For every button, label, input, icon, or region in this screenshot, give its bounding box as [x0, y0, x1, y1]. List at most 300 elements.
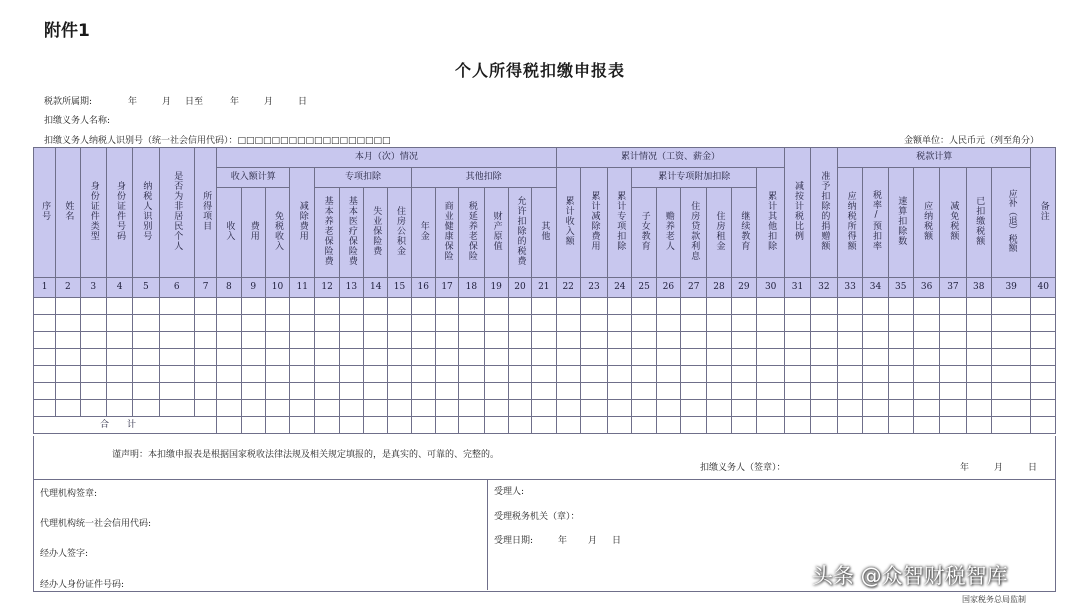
table-cell[interactable]: [888, 400, 913, 417]
table-cell[interactable]: [1031, 298, 1056, 315]
table-cell[interactable]: [656, 349, 680, 366]
table-cell[interactable]: [265, 349, 289, 366]
table-cell[interactable]: [241, 400, 265, 417]
table-cell[interactable]: [940, 315, 966, 332]
table-cell[interactable]: [265, 315, 289, 332]
table-cell[interactable]: [290, 298, 315, 315]
table-cell[interactable]: [966, 315, 991, 332]
table-cell[interactable]: [681, 332, 707, 349]
table-cell[interactable]: [632, 315, 656, 332]
table-cell[interactable]: [80, 332, 106, 349]
table-cell[interactable]: [80, 349, 106, 366]
table-cell[interactable]: [608, 332, 632, 349]
table-cell[interactable]: [290, 332, 315, 349]
table-cell[interactable]: [459, 298, 484, 315]
table-cell[interactable]: [106, 349, 132, 366]
table-cell[interactable]: [508, 366, 531, 383]
table-cell[interactable]: [315, 298, 339, 315]
table-cell[interactable]: [217, 298, 241, 315]
table-cell[interactable]: [810, 315, 837, 332]
table-cell[interactable]: [508, 332, 531, 349]
table-cell[interactable]: [388, 332, 411, 349]
total-cell[interactable]: [608, 417, 632, 434]
table-cell[interactable]: [411, 400, 435, 417]
table-cell[interactable]: [656, 332, 680, 349]
total-cell[interactable]: [707, 417, 731, 434]
table-cell[interactable]: [133, 315, 159, 332]
table-cell[interactable]: [756, 315, 784, 332]
table-cell[interactable]: [810, 366, 837, 383]
table-cell[interactable]: [508, 298, 531, 315]
table-cell[interactable]: [339, 366, 363, 383]
table-cell[interactable]: [785, 315, 810, 332]
table-cell[interactable]: [580, 332, 607, 349]
total-cell[interactable]: [241, 417, 265, 434]
table-cell[interactable]: [508, 349, 531, 366]
table-cell[interactable]: [459, 332, 484, 349]
table-cell[interactable]: [681, 349, 707, 366]
total-cell[interactable]: [532, 417, 556, 434]
table-cell[interactable]: [159, 383, 194, 400]
table-cell[interactable]: [339, 298, 363, 315]
table-cell[interactable]: [265, 383, 289, 400]
table-cell[interactable]: [106, 400, 132, 417]
table-cell[interactable]: [556, 332, 580, 349]
table-cell[interactable]: [56, 332, 80, 349]
table-cell[interactable]: [940, 298, 966, 315]
table-cell[interactable]: [756, 366, 784, 383]
total-cell[interactable]: [265, 417, 289, 434]
table-cell[interactable]: [133, 400, 159, 417]
table-cell[interactable]: [707, 315, 731, 332]
table-cell[interactable]: [888, 366, 913, 383]
table-cell[interactable]: [863, 400, 888, 417]
table-cell[interactable]: [34, 315, 56, 332]
table-cell[interactable]: [940, 349, 966, 366]
table-cell[interactable]: [459, 366, 484, 383]
table-cell[interactable]: [1031, 400, 1056, 417]
table-cell[interactable]: [632, 383, 656, 400]
table-cell[interactable]: [133, 332, 159, 349]
table-cell[interactable]: [913, 400, 939, 417]
table-cell[interactable]: [810, 383, 837, 400]
total-cell[interactable]: [411, 417, 435, 434]
table-cell[interactable]: [632, 400, 656, 417]
table-cell[interactable]: [217, 383, 241, 400]
table-cell[interactable]: [632, 298, 656, 315]
table-cell[interactable]: [159, 400, 194, 417]
table-cell[interactable]: [838, 315, 863, 332]
table-cell[interactable]: [632, 349, 656, 366]
table-cell[interactable]: [241, 383, 265, 400]
table-cell[interactable]: [966, 298, 991, 315]
total-cell[interactable]: [756, 417, 784, 434]
table-cell[interactable]: [966, 400, 991, 417]
table-cell[interactable]: [608, 400, 632, 417]
total-cell[interactable]: [1031, 417, 1056, 434]
table-cell[interactable]: [484, 298, 508, 315]
table-cell[interactable]: [888, 315, 913, 332]
table-cell[interactable]: [532, 315, 556, 332]
table-cell[interactable]: [863, 298, 888, 315]
table-cell[interactable]: [106, 298, 132, 315]
table-cell[interactable]: [34, 366, 56, 383]
table-cell[interactable]: [411, 366, 435, 383]
table-cell[interactable]: [756, 383, 784, 400]
table-cell[interactable]: [339, 400, 363, 417]
table-cell[interactable]: [241, 298, 265, 315]
table-cell[interactable]: [580, 400, 607, 417]
table-cell[interactable]: [265, 400, 289, 417]
table-cell[interactable]: [608, 349, 632, 366]
table-cell[interactable]: [290, 400, 315, 417]
table-cell[interactable]: [838, 366, 863, 383]
table-cell[interactable]: [707, 332, 731, 349]
table-cell[interactable]: [315, 366, 339, 383]
table-cell[interactable]: [290, 366, 315, 383]
table-cell[interactable]: [56, 315, 80, 332]
table-cell[interactable]: [133, 383, 159, 400]
table-row[interactable]: [34, 315, 1056, 332]
table-cell[interactable]: [411, 315, 435, 332]
table-cell[interactable]: [56, 349, 80, 366]
table-cell[interactable]: [888, 298, 913, 315]
table-cell[interactable]: [991, 349, 1031, 366]
table-cell[interactable]: [80, 383, 106, 400]
total-cell[interactable]: [435, 417, 458, 434]
table-cell[interactable]: [388, 298, 411, 315]
table-cell[interactable]: [580, 366, 607, 383]
table-cell[interactable]: [1031, 315, 1056, 332]
table-cell[interactable]: [532, 349, 556, 366]
table-cell[interactable]: [940, 332, 966, 349]
table-cell[interactable]: [159, 298, 194, 315]
table-cell[interactable]: [435, 298, 458, 315]
table-cell[interactable]: [194, 383, 216, 400]
table-cell[interactable]: [632, 366, 656, 383]
table-cell[interactable]: [556, 349, 580, 366]
table-cell[interactable]: [556, 366, 580, 383]
table-cell[interactable]: [217, 349, 241, 366]
table-cell[interactable]: [966, 366, 991, 383]
total-cell[interactable]: [315, 417, 339, 434]
table-cell[interactable]: [56, 298, 80, 315]
table-cell[interactable]: [159, 315, 194, 332]
table-cell[interactable]: [459, 383, 484, 400]
table-cell[interactable]: [411, 383, 435, 400]
table-cell[interactable]: [681, 383, 707, 400]
total-cell[interactable]: [580, 417, 607, 434]
table-cell[interactable]: [411, 332, 435, 349]
table-cell[interactable]: [194, 315, 216, 332]
table-cell[interactable]: [785, 298, 810, 315]
table-cell[interactable]: [966, 383, 991, 400]
total-cell[interactable]: [484, 417, 508, 434]
table-cell[interactable]: [707, 383, 731, 400]
table-cell[interactable]: [435, 366, 458, 383]
table-cell[interactable]: [339, 383, 363, 400]
total-cell[interactable]: [508, 417, 531, 434]
total-cell[interactable]: [785, 417, 810, 434]
table-cell[interactable]: [133, 349, 159, 366]
total-cell[interactable]: [388, 417, 411, 434]
table-cell[interactable]: [484, 315, 508, 332]
table-cell[interactable]: [608, 315, 632, 332]
table-cell[interactable]: [364, 349, 388, 366]
table-cell[interactable]: [532, 298, 556, 315]
table-cell[interactable]: [913, 366, 939, 383]
table-cell[interactable]: [241, 332, 265, 349]
table-cell[interactable]: [656, 298, 680, 315]
table-cell[interactable]: [913, 349, 939, 366]
total-cell[interactable]: [632, 417, 656, 434]
table-cell[interactable]: [707, 349, 731, 366]
table-cell[interactable]: [508, 315, 531, 332]
table-cell[interactable]: [656, 400, 680, 417]
table-cell[interactable]: [966, 332, 991, 349]
table-cell[interactable]: [459, 315, 484, 332]
table-cell[interactable]: [106, 332, 132, 349]
table-cell[interactable]: [991, 298, 1031, 315]
table-cell[interactable]: [159, 366, 194, 383]
table-cell[interactable]: [731, 349, 756, 366]
table-cell[interactable]: [133, 298, 159, 315]
table-cell[interactable]: [838, 383, 863, 400]
table-cell[interactable]: [532, 332, 556, 349]
table-cell[interactable]: [810, 332, 837, 349]
table-cell[interactable]: [913, 315, 939, 332]
table-cell[interactable]: [532, 383, 556, 400]
table-cell[interactable]: [133, 366, 159, 383]
table-cell[interactable]: [632, 332, 656, 349]
table-cell[interactable]: [888, 349, 913, 366]
table-cell[interactable]: [435, 349, 458, 366]
table-cell[interactable]: [159, 349, 194, 366]
table-cell[interactable]: [888, 332, 913, 349]
table-cell[interactable]: [339, 349, 363, 366]
table-cell[interactable]: [731, 366, 756, 383]
table-cell[interactable]: [608, 383, 632, 400]
total-cell[interactable]: [863, 417, 888, 434]
table-cell[interactable]: [80, 298, 106, 315]
table-cell[interactable]: [106, 383, 132, 400]
table-cell[interactable]: [388, 315, 411, 332]
table-cell[interactable]: [731, 298, 756, 315]
table-row[interactable]: [34, 400, 1056, 417]
table-cell[interactable]: [863, 366, 888, 383]
table-cell[interactable]: [34, 400, 56, 417]
table-cell[interactable]: [838, 349, 863, 366]
total-cell[interactable]: [290, 417, 315, 434]
table-cell[interactable]: [411, 349, 435, 366]
table-cell[interactable]: [34, 332, 56, 349]
table-cell[interactable]: [785, 349, 810, 366]
table-cell[interactable]: [34, 349, 56, 366]
table-cell[interactable]: [913, 332, 939, 349]
table-row[interactable]: [34, 349, 1056, 366]
table-cell[interactable]: [940, 400, 966, 417]
table-cell[interactable]: [580, 315, 607, 332]
table-cell[interactable]: [681, 315, 707, 332]
table-cell[interactable]: [707, 366, 731, 383]
table-cell[interactable]: [459, 349, 484, 366]
total-cell[interactable]: [339, 417, 363, 434]
table-cell[interactable]: [364, 332, 388, 349]
table-cell[interactable]: [656, 366, 680, 383]
table-cell[interactable]: [217, 332, 241, 349]
table-cell[interactable]: [810, 349, 837, 366]
total-cell[interactable]: [991, 417, 1031, 434]
table-cell[interactable]: [435, 332, 458, 349]
table-cell[interactable]: [785, 383, 810, 400]
table-cell[interactable]: [106, 315, 132, 332]
table-cell[interactable]: [265, 332, 289, 349]
table-cell[interactable]: [1031, 349, 1056, 366]
total-cell[interactable]: [810, 417, 837, 434]
table-cell[interactable]: [34, 383, 56, 400]
table-cell[interactable]: [580, 298, 607, 315]
total-cell[interactable]: [888, 417, 913, 434]
table-cell[interactable]: [681, 400, 707, 417]
table-cell[interactable]: [681, 366, 707, 383]
table-cell[interactable]: [863, 332, 888, 349]
total-cell[interactable]: [459, 417, 484, 434]
table-cell[interactable]: [966, 349, 991, 366]
table-cell[interactable]: [194, 298, 216, 315]
table-cell[interactable]: [785, 400, 810, 417]
table-cell[interactable]: [388, 366, 411, 383]
table-cell[interactable]: [656, 383, 680, 400]
table-cell[interactable]: [532, 400, 556, 417]
table-cell[interactable]: [315, 349, 339, 366]
total-cell[interactable]: [966, 417, 991, 434]
table-row[interactable]: [34, 298, 1056, 315]
table-cell[interactable]: [656, 315, 680, 332]
table-cell[interactable]: [364, 400, 388, 417]
table-cell[interactable]: [991, 383, 1031, 400]
table-cell[interactable]: [756, 332, 784, 349]
table-cell[interactable]: [484, 349, 508, 366]
table-row[interactable]: [34, 383, 1056, 400]
table-cell[interactable]: [756, 349, 784, 366]
table-cell[interactable]: [991, 332, 1031, 349]
table-cell[interactable]: [411, 298, 435, 315]
table-cell[interactable]: [731, 400, 756, 417]
table-cell[interactable]: [34, 298, 56, 315]
table-cell[interactable]: [1031, 383, 1056, 400]
total-cell[interactable]: [656, 417, 680, 434]
table-cell[interactable]: [80, 400, 106, 417]
table-cell[interactable]: [388, 383, 411, 400]
table-cell[interactable]: [756, 400, 784, 417]
table-cell[interactable]: [888, 383, 913, 400]
table-cell[interactable]: [315, 315, 339, 332]
table-cell[interactable]: [80, 366, 106, 383]
table-cell[interactable]: [339, 332, 363, 349]
total-cell[interactable]: [913, 417, 939, 434]
table-cell[interactable]: [532, 366, 556, 383]
table-cell[interactable]: [608, 298, 632, 315]
table-cell[interactable]: [315, 332, 339, 349]
table-cell[interactable]: [435, 383, 458, 400]
table-cell[interactable]: [484, 400, 508, 417]
table-cell[interactable]: [364, 315, 388, 332]
table-cell[interactable]: [556, 383, 580, 400]
table-row[interactable]: [34, 366, 1056, 383]
table-cell[interactable]: [1031, 332, 1056, 349]
table-cell[interactable]: [435, 315, 458, 332]
table-cell[interactable]: [290, 349, 315, 366]
total-cell[interactable]: [217, 417, 241, 434]
table-cell[interactable]: [56, 366, 80, 383]
table-cell[interactable]: [80, 315, 106, 332]
table-cell[interactable]: [56, 383, 80, 400]
table-cell[interactable]: [756, 298, 784, 315]
table-cell[interactable]: [731, 315, 756, 332]
table-cell[interactable]: [484, 383, 508, 400]
table-cell[interactable]: [508, 383, 531, 400]
table-cell[interactable]: [863, 315, 888, 332]
table-cell[interactable]: [556, 400, 580, 417]
table-cell[interactable]: [731, 332, 756, 349]
table-cell[interactable]: [106, 366, 132, 383]
table-cell[interactable]: [241, 366, 265, 383]
table-cell[interactable]: [364, 383, 388, 400]
table-cell[interactable]: [194, 400, 216, 417]
table-cell[interactable]: [838, 298, 863, 315]
table-cell[interactable]: [707, 298, 731, 315]
table-cell[interactable]: [364, 366, 388, 383]
total-cell[interactable]: [364, 417, 388, 434]
table-cell[interactable]: [315, 400, 339, 417]
table-cell[interactable]: [707, 400, 731, 417]
table-cell[interactable]: [785, 366, 810, 383]
table-cell[interactable]: [435, 400, 458, 417]
table-cell[interactable]: [580, 383, 607, 400]
table-cell[interactable]: [556, 298, 580, 315]
table-cell[interactable]: [388, 349, 411, 366]
table-cell[interactable]: [810, 298, 837, 315]
total-cell[interactable]: [940, 417, 966, 434]
table-cell[interactable]: [608, 366, 632, 383]
table-cell[interactable]: [339, 315, 363, 332]
total-cell[interactable]: [681, 417, 707, 434]
total-cell[interactable]: [731, 417, 756, 434]
table-cell[interactable]: [194, 349, 216, 366]
table-cell[interactable]: [913, 298, 939, 315]
table-cell[interactable]: [217, 366, 241, 383]
table-cell[interactable]: [838, 332, 863, 349]
table-cell[interactable]: [556, 315, 580, 332]
table-cell[interactable]: [194, 366, 216, 383]
table-cell[interactable]: [913, 383, 939, 400]
table-cell[interactable]: [863, 383, 888, 400]
table-cell[interactable]: [940, 366, 966, 383]
table-cell[interactable]: [484, 366, 508, 383]
table-cell[interactable]: [1031, 366, 1056, 383]
total-cell[interactable]: [556, 417, 580, 434]
table-cell[interactable]: [940, 383, 966, 400]
table-cell[interactable]: [580, 349, 607, 366]
table-cell[interactable]: [810, 400, 837, 417]
table-cell[interactable]: [290, 383, 315, 400]
table-cell[interactable]: [991, 366, 1031, 383]
table-cell[interactable]: [194, 332, 216, 349]
table-cell[interactable]: [217, 315, 241, 332]
table-cell[interactable]: [731, 383, 756, 400]
table-cell[interactable]: [290, 315, 315, 332]
table-cell[interactable]: [991, 315, 1031, 332]
